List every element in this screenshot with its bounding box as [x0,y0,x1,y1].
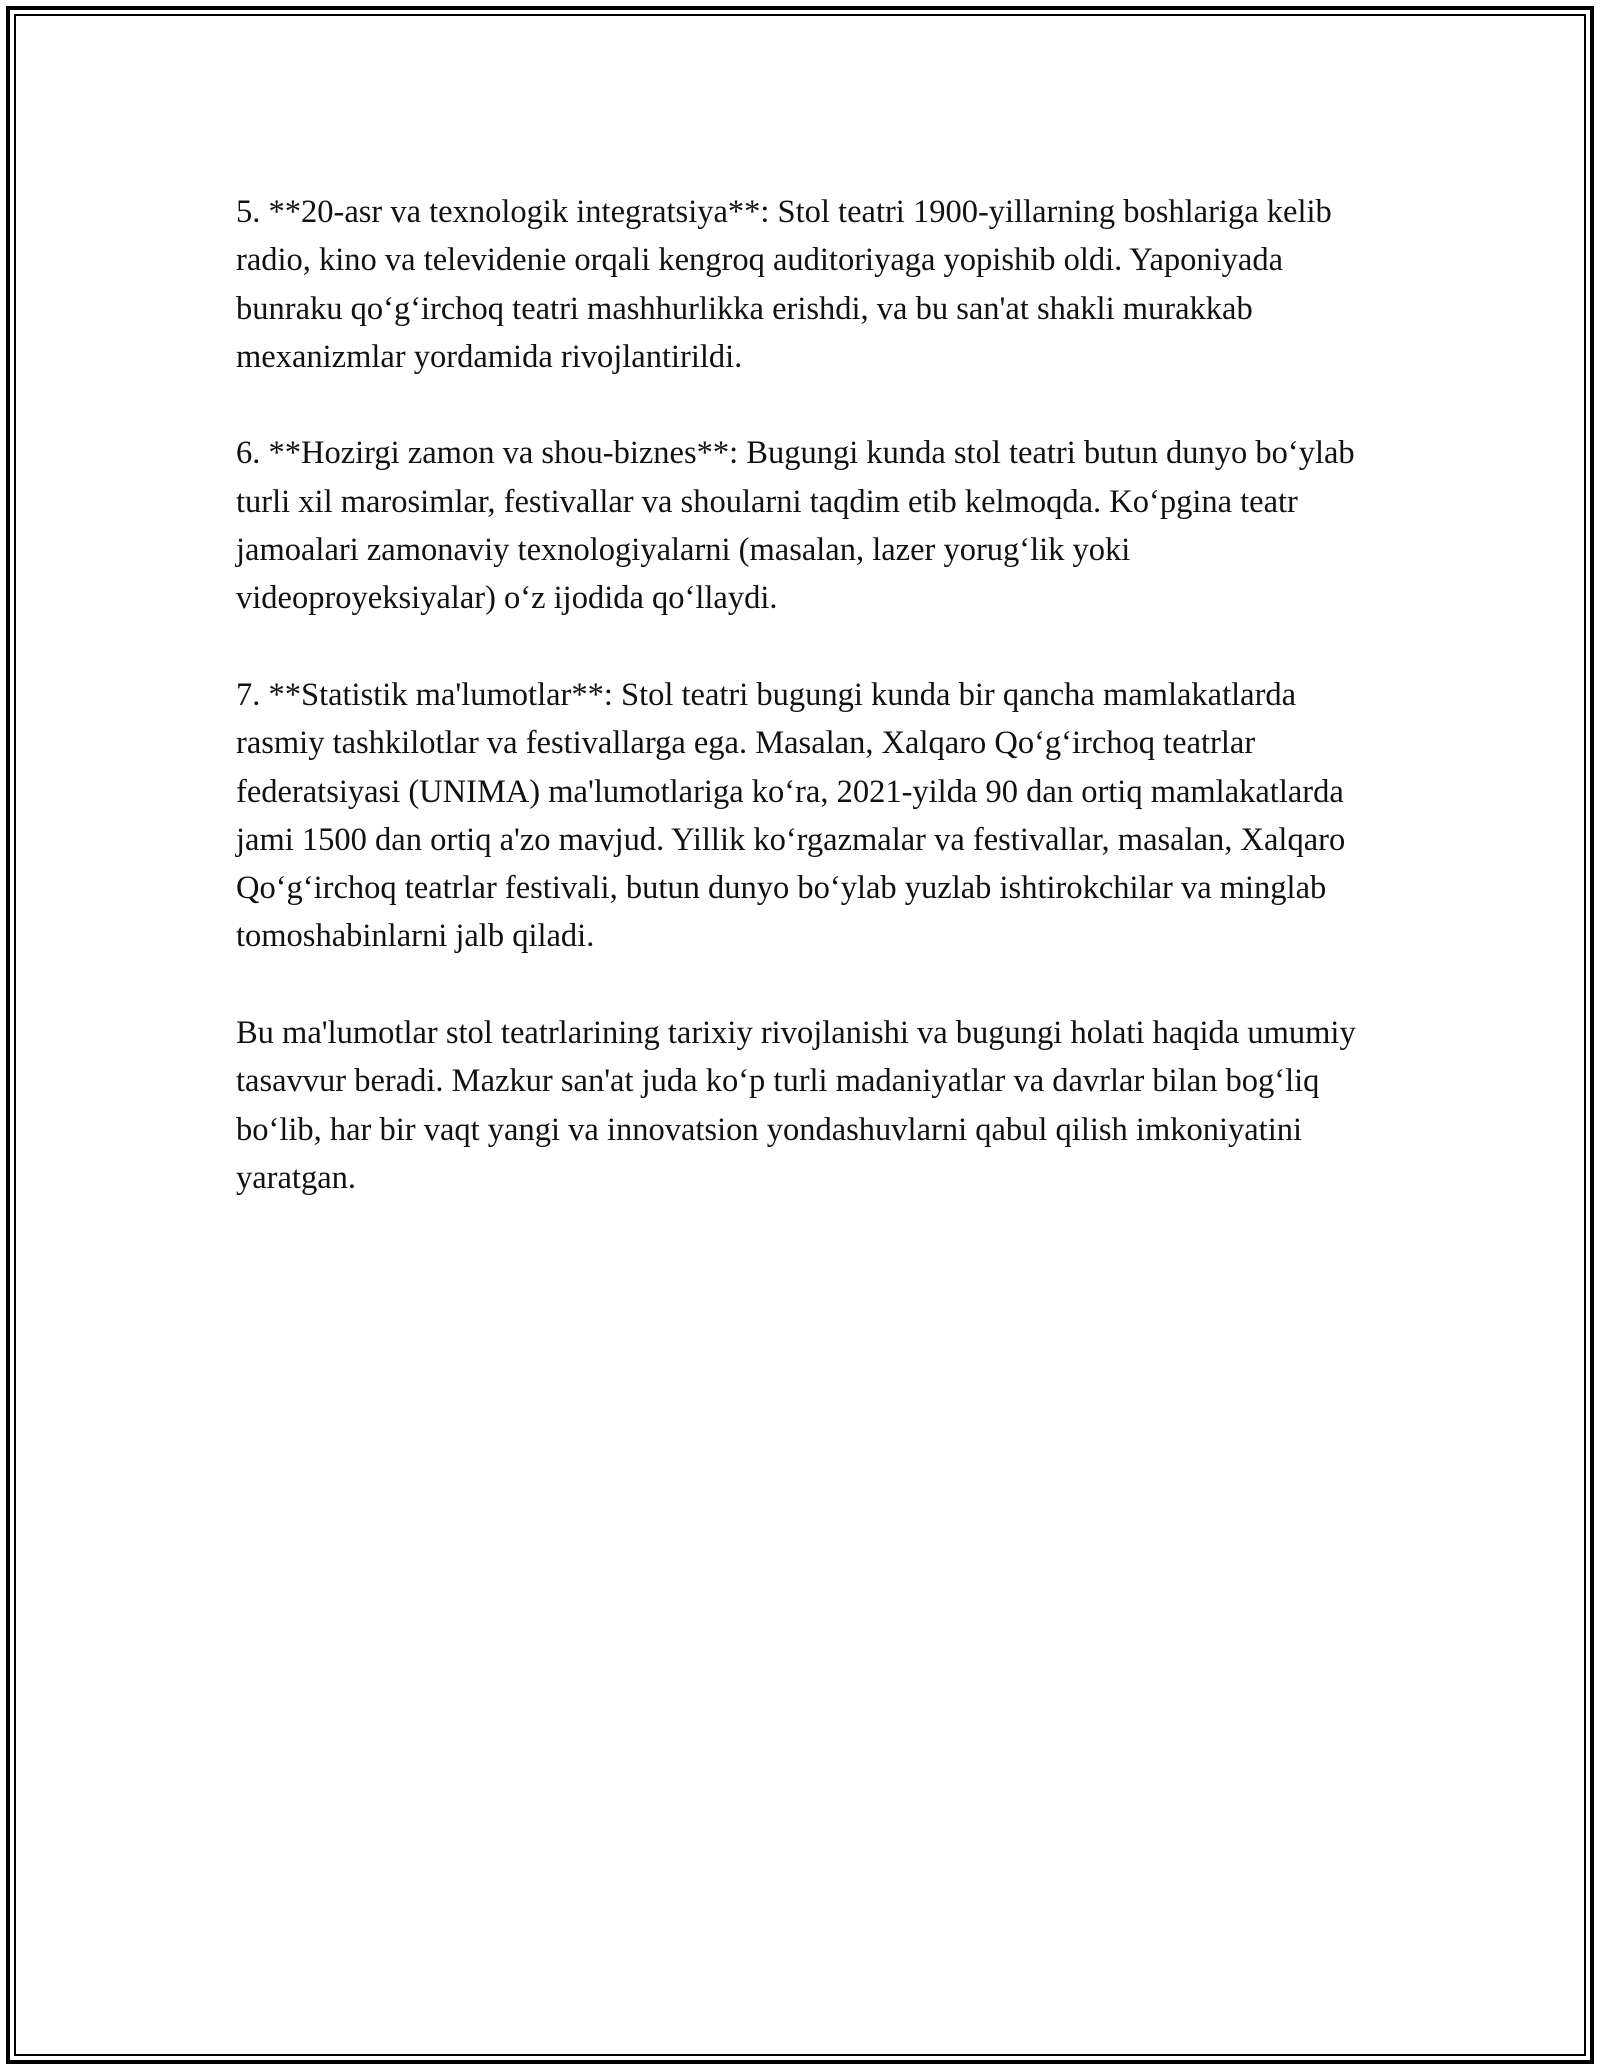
paragraph-section-6: 6. **Hozirgi zamon va shou-biznes**: Bugungi kunda stol teatri butun dunyo boʻylab turli xil marosimlar, festivallar va shoularni taqdim etib kelmoqda. Koʻpgina teatr jamoalari zamonaviy texnologiyalarni (masalan, lazer yorugʻlik yoki videoproyeksiyalar) oʻz ijodida qoʻllaydi. [236,435,1355,617]
document-body [236,188,1366,1251]
paragraph-section-5: 5. **20-asr va texnologik integratsiya**: Stol teatri 1900-yillarning boshlariga kelib radio, kino va televidenie orqali kengroq auditoriyaga yopishib oldi. Yaponiyada bunraku qoʻgʻirchoq teatri mashhurlikka erishdi, va bu san'at shakli murakkab mexanizmlar yordamida rivojlantirildi. [236,194,1332,375]
paragraph-conclusion: Bu ma'lumotlar stol teatrlarining tarixiy rivojlanishi va bugungi holati haqida umumiy tasavvur beradi. Mazkur san'at juda koʻp turli madaniyatlar va davrlar bilan bogʻliq boʻlib, har bir vaqt yangi va innovatsion yondashuvlarni qabul qilish imkoniyatini yaratgan. [236,1015,1356,1196]
paragraph-section-7: 7. **Statistik ma'lumotlar**: Stol teatri bugungi kunda bir qancha mamlakatlarda rasmiy tashkilotlar va festivallarga ega. Masalan, Xalqaro Qoʻgʻirchoq teatrlar federatsiyasi (UNIMA) ma'lumotlariga koʻra, 2021-yilda 90 dan ortiq mamlakatlarda jami 1500 dan ortiq a'zo mavjud. Yillik koʻrgazmalar va festivallar, masalan, Xalqaro Qoʻgʻirchoq teatrlar festivali, butun dunyo boʻylab yuzlab ishtirokchilar va minglab tomoshabinlarni jalb qiladi. [236,676,1346,955]
